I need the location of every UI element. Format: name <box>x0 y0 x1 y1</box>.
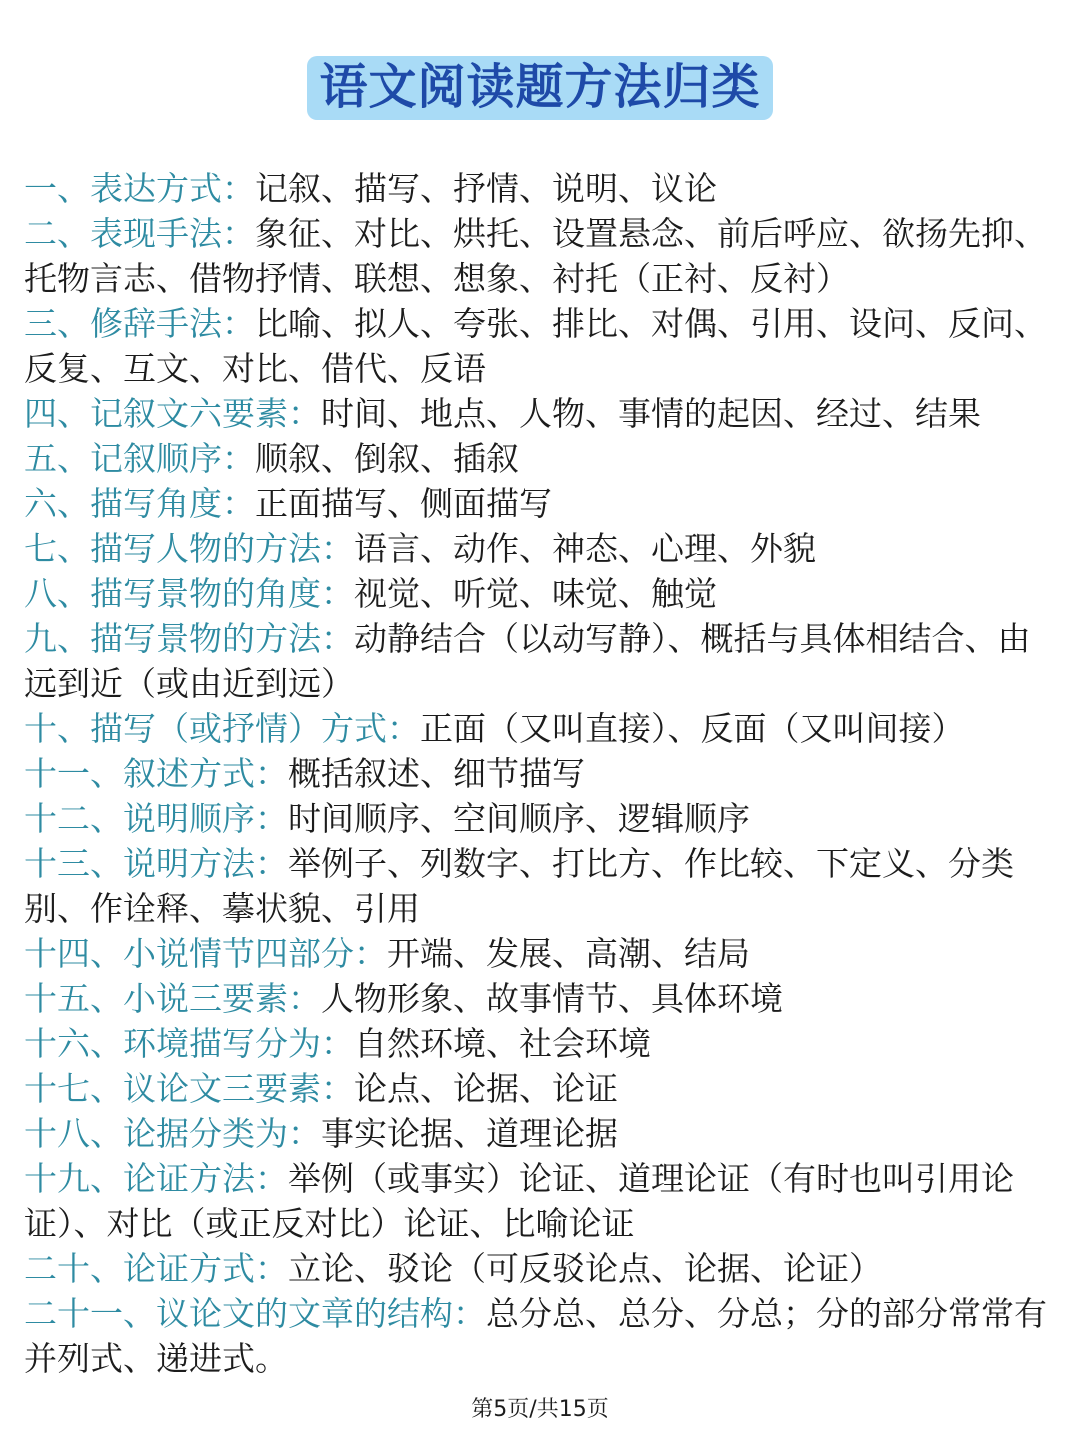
entry-text: 时间顺序、空间顺序、逻辑顺序 <box>288 799 750 838</box>
entry-label: 十二、说明顺序： <box>24 799 288 838</box>
list-item <box>24 1111 1058 1156</box>
entry-text: 人物形象、故事情节、具体环境 <box>321 979 783 1018</box>
entry-text: 顺叙、倒叙、插叙 <box>255 439 519 478</box>
entry-label: 九、描写景物的方法： <box>24 619 354 658</box>
list-item <box>24 391 1058 436</box>
entry-label: 十一、叙述方式： <box>24 754 288 793</box>
entry-text: 总分总、总分、分总；分的部分常常有并列式、递进式。 <box>24 1294 1047 1378</box>
entry-text: 语言、动作、神态、心理、外貌 <box>354 529 816 568</box>
list-item <box>24 976 1058 1021</box>
entry-label: 十六、环境描写分为： <box>24 1024 354 1063</box>
entry-label: 四、记叙文六要素： <box>24 394 321 433</box>
list-item <box>24 616 1058 706</box>
entry-label: 二十一、议论文的文章的结构： <box>24 1294 486 1333</box>
entry-text: 开端、发展、高潮、结局 <box>387 934 750 973</box>
entry-label: 十三、说明方法： <box>24 844 288 883</box>
list-item <box>24 526 1058 571</box>
entry-text: 举例子、列数字、打比方、作比较、下定义、分类别、作诠释、摹状貌、引用 <box>24 844 1014 928</box>
entry-text: 时间、地点、人物、事情的起因、经过、结果 <box>321 394 981 433</box>
entry-text: 概括叙述、细节描写 <box>288 754 585 793</box>
list-item <box>24 751 1058 796</box>
list-item <box>24 1246 1058 1291</box>
list-item <box>24 211 1058 301</box>
entry-label: 十八、论据分类为： <box>24 1114 321 1153</box>
entry-text: 象征、对比、烘托、设置悬念、前后呼应、欲扬先抑、托物言志、借物抒情、联想、想象、衬托（正衬、反衬） <box>24 214 1047 298</box>
entry-label: 三、修辞手法： <box>24 304 255 343</box>
entry-label: 六、描写角度： <box>24 484 255 523</box>
entry-text: 正面描写、侧面描写 <box>255 484 552 523</box>
entry-label: 一、表达方式： <box>24 169 255 208</box>
list-item <box>24 706 1058 751</box>
entry-text: 正面（又叫直接）、反面（又叫间接） <box>420 709 965 748</box>
list-item <box>24 931 1058 976</box>
entry-text: 记叙、描写、抒情、说明、议论 <box>255 169 717 208</box>
list-item <box>24 481 1058 526</box>
entry-label: 五、记叙顺序： <box>24 439 255 478</box>
entry-label: 七、描写人物的方法： <box>24 529 354 568</box>
entry-text: 论点、论据、论证 <box>354 1069 618 1108</box>
list-item <box>24 1066 1058 1111</box>
list-item <box>24 1021 1058 1066</box>
entry-label: 十九、论证方法： <box>24 1159 288 1198</box>
entry-text: 事实论据、道理论据 <box>321 1114 618 1153</box>
entry-label: 十七、议论文三要素： <box>24 1069 354 1108</box>
list-item <box>24 796 1058 841</box>
entry-label: 十四、小说情节四部分： <box>24 934 387 973</box>
page-title: 语文阅读题方法归类 <box>307 56 772 120</box>
entry-label: 十、描写（或抒情）方式： <box>24 709 420 748</box>
entry-label: 二、表现手法： <box>24 214 255 253</box>
page-number: 第5页/共15页 <box>471 1397 609 1422</box>
entry-label: 八、描写景物的角度： <box>24 574 354 613</box>
entry-label: 二十、论证方式： <box>24 1249 288 1288</box>
list-item <box>24 436 1058 481</box>
list-item <box>24 1291 1058 1381</box>
list-item <box>24 1156 1058 1246</box>
list-item <box>24 841 1058 931</box>
entry-text: 举例（或事实）论证、道理论证（有时也叫引用论证）、对比（或正反对比）论证、比喻论证 <box>24 1159 1014 1243</box>
entry-text: 自然环境、社会环境 <box>354 1024 651 1063</box>
entry-text: 视觉、听觉、味觉、触觉 <box>354 574 717 613</box>
entry-text: 比喻、拟人、夸张、排比、对偶、引用、设问、反问、反复、互文、对比、借代、反语 <box>24 304 1047 388</box>
entry-label: 十五、小说三要素： <box>24 979 321 1018</box>
entry-text: 立论、驳论（可反驳论点、论据、论证） <box>288 1249 882 1288</box>
title-container <box>0 56 1080 120</box>
entry-text: 动静结合（以动写静）、概括与具体相结合、由远到近（或由近到远） <box>24 619 1031 703</box>
list-item <box>24 571 1058 616</box>
list-item <box>24 166 1058 211</box>
list-item <box>24 301 1058 391</box>
entry-list <box>24 166 1058 1381</box>
